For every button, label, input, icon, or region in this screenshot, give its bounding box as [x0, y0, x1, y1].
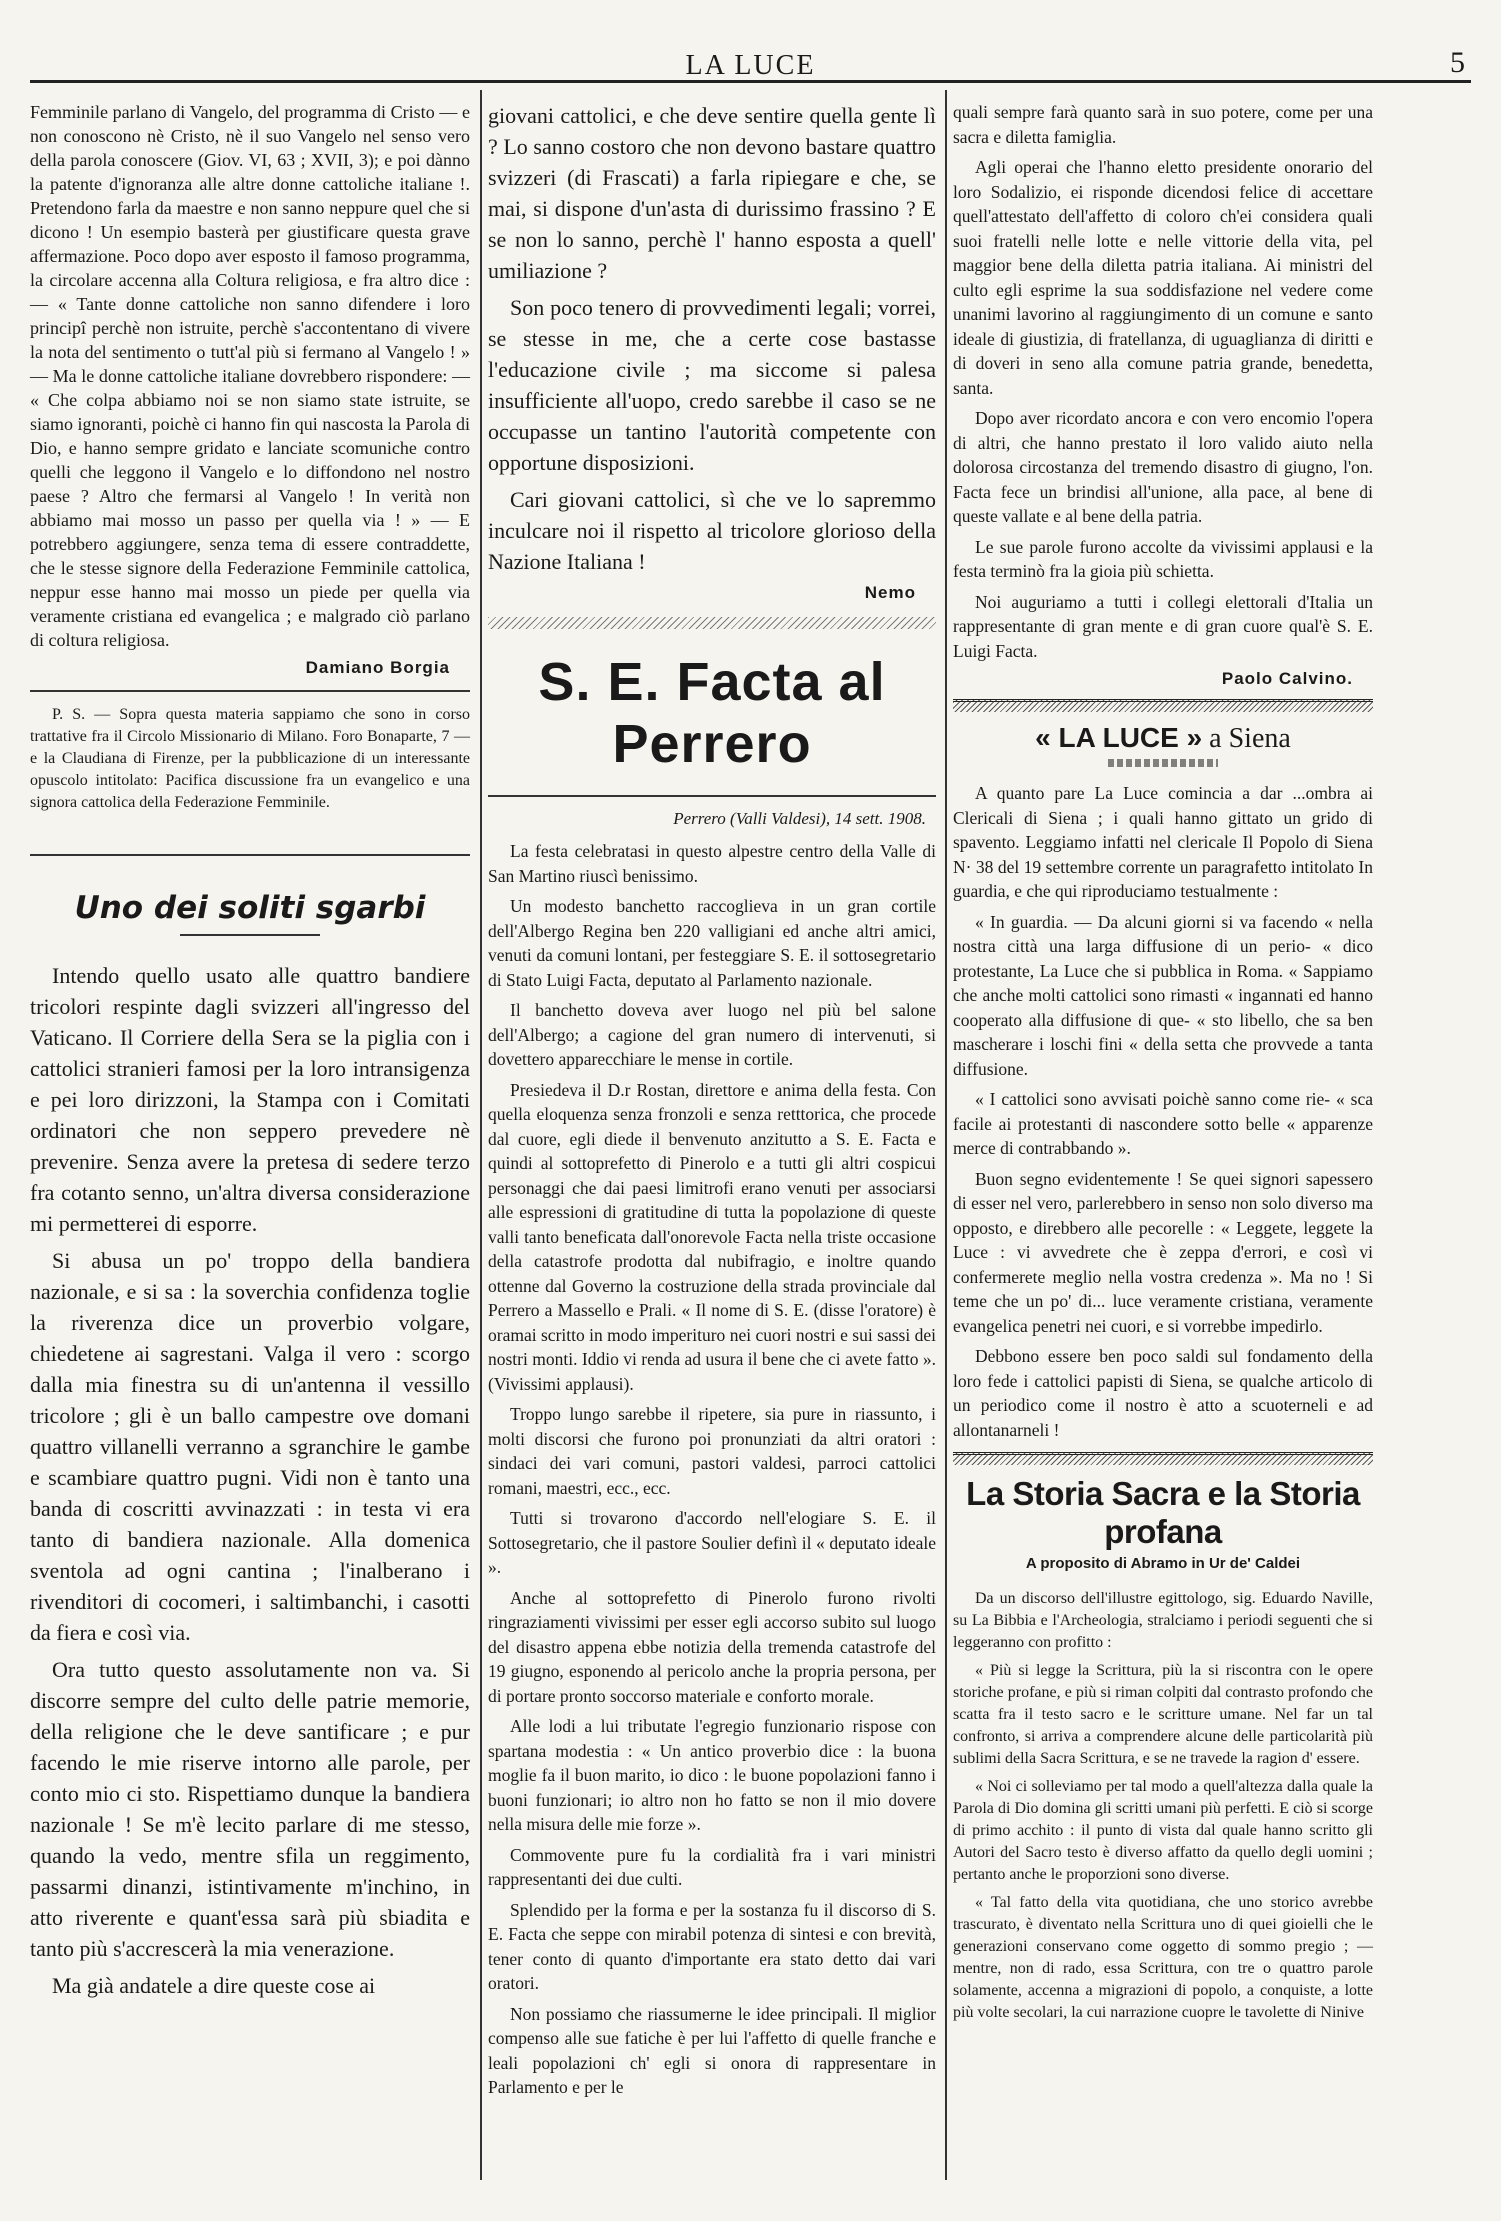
paragraph: « Noi ci solleviamo per tal modo a quell'altezza dalla quale la Parola di Dio domina gli scritti umani più perfetti. E ciò si scorge di primo acchito : il punto di vista dal quale hanno scritto gli Autori del Sacro testo è diverso affatto da quello degli uomini ; pertanto anche le proporzioni sono diverse.	[953, 1778, 1373, 1883]
paragraph: La festa celebratasi in questo alpestre centro della Valle di San Martino riuscì benissimo.	[488, 841, 936, 886]
paragraph: Dopo aver ricordato ancora e con vero encomio l'opera di altri, che hanno prestato il loro valido aiuto nella dolorosa circostanza del tremendo disastro di giugno, l'on. Facta fece un brindisi all'unione, alla pace, al bene di queste vallate e al bene della patria.	[953, 408, 1373, 526]
paragraph: Intendo quello usato alle quattro bandiere tricolori respinte dagli svizzeri all'ingresso del Vaticano. Il Corriere della Sera se la piglia con i cattolici stranieri famosi per la loro intransigenza e pei loro dirizzoni, la Stampa con i Comitati ordinatori che non seppero prevedere nè prevenire. Senza avere la pretesa di sedere terzo fra cotanto senno, un'altra diversa considerazione mi permetterei di esporre.	[30, 963, 470, 1236]
paragraph: Alle lodi a lui tributate l'egregio funzionario rispose con spartana modestia : « Un antico proverbio dice : la buona moglie fa il buon marito, io dico : le buone popolazioni fanno i buoni funzionari; io altro non ho fatto se non il mio dovere nella misura delle mie forze ».	[488, 1716, 936, 1834]
newspaper-title: LA LUCE	[685, 50, 816, 81]
paragraph: Presiedeva il D.r Rostan, direttore e anima della festa. Con quella eloquenza senza fronzoli e senza retttorica, che procede dal cuore, egli diede il benvenuto anzitutto a S. E. Facta e quindi al sottoprefetto di Pinerolo e a tutti gli altri cospicui personaggi che dai paesi limitrofi erano venuti per associarsi alle espressioni di gratitudine di tutta la popolazione di queste valli tanto beneficata dall'onorevole Facta nella triste occasione della catastrofe prodotta dal nubifragio, e inoltre quando ottenne dal Governo la costruzione della strada provinciale dal Perrero a Massello e Prali. « Il nome di S. E. (disse l'oratore) è oramai scritto in modo imperituro nei cuori nostri e sui sassi dei nostri monti. Iddio vi renda ad usura il bene che ci avete fatto ». (Vivissimi applausi).	[488, 1079, 936, 1394]
paragraph: « Tal fatto della vita quotidiana, che uno storico avrebbe trascurato, è diventato nella Scrittura uno di quei gioielli che le generazioni conservano come oggetto di sommo pregio ; — mentre, non di rado, essa Scrittura, con tre o quattro parole solamente, accenna a migrazioni di popolo, a conquiste, a lotte più volte secolari, la cui narrazione cuopre le tavolette di Ninive	[953, 1894, 1373, 2021]
paragraph: Le sue parole furono accolte da vivissimi applausi e la festa terminò fra la gioia più schietta.	[953, 536, 1373, 581]
paragraph: Si abusa un po' troppo della bandiera nazionale, e si sa : la soverchia confidenza toglie la riverenza dice un proverbio volgare, chiedetene ai sagrestani. Valga il vero : scorgo dalla mia finestra su di un'antenna il vessillo tricolore ; gli è un ballo campestre ove domani quattro villanelli verranno a sgranchire le gambe e scambiare quattro pugni. Vidi non è tanto una banda di coscritti avvinazzati : in testa vi era tanto di bandiera nazionale. Alla domenica sventola ad ogni cantina ; l'inalberano i rivenditori di cocomeri, i saltimbanchi, i casotti da fiera e così via.	[30, 1248, 470, 1645]
column-rule-2	[945, 90, 947, 2180]
article-continuation: Femminile parlano di Vangelo, del programma di Cristo — e non conoscono nè Cristo, nè il suo Vangelo nel senso vero della parola conoscere (Giov. VI, 63 ; XVII, 3); e poi dànno la patente d'ignoranza alle altre donne cattoliche italiane !. Pretendono farla da maestre e non sanno neppure quel che si dicono ! Un esempio basterà per giustificare questa grave affermazione. Poco dopo aver esposto il famoso programma, la circolare accenna alla Coltura religiosa, e fra altro dice : — « Tante donne cattoliche non sanno difendere i loro principî perchè non istruite, perchè s'accontentano di vivere la nota del sentimento o tutt'al più si fermano al Vangelo ! » — Ma le donne cattoliche italiane dovrebbero rispondere: — « Che colpa abbiamo noi se non siamo state istruite, se siamo ignoranti, poichè ci hanno fin qui nascosta la Parola di Dio, e hanno sempre gridato e lanciate scomuniche contro quelli che leggono il Vangelo e lo diffondono nel nostro paese ? Altro che fermarsi al Vangelo ! In verità non abbiamo mai mosso un passo per quella via ! » — E potrebbero aggiungere, senza tema di essere contraddette, che le stesse signore della Federazione Femminile cattolica, neppur esse hanno mai mosso un piede per quella via veramente cristiana ed evangelica ; e malgrado ciò parlano di coltura religiosa.	[30, 102, 470, 650]
paragraph: Ma già andatele a dire queste cose ai	[52, 1973, 376, 1998]
column-2	[488, 100, 936, 2106]
ornamental-divider	[953, 699, 1373, 712]
paragraph: Non possiamo che riassumerne le idee principali. Il miglior compenso alle sue fatiche è per lui l'affetto di quelle franche e leali popolazioni ch' egli si onora di rappresentare in Parlamento e per le	[488, 2003, 936, 2097]
paragraph: Commovente pure fu la cordialità fra i vari ministri rappresentanti dei due culti.	[488, 1844, 936, 1889]
column-rule-1	[480, 90, 482, 2180]
signature: Damiano Borgia	[305, 658, 450, 677]
postscript: P. S. — Sopra questa materia sappiamo che sono in corso trattative fra il Circolo Missionario di Milano. Foro Bonaparte, 7 — e la Claudiana di Firenze, per la pubblicazione di un interessante opuscolo intitolato: Pacifica discussione fra un evangelico e una signora cattolica della Federazione Femminile.	[30, 706, 470, 811]
paragraph: Noi auguriamo a tutti i collegi elettorali d'Italia un rappresentante di gran mente e di gran cuore qual'è S. E. Luigi Facta.	[953, 591, 1373, 661]
paragraph: Son poco tenero di provvedimenti legali; vorrei, se stesse in me, che a certe cose bastasse l'educazione civile ; ma siccome si palesa insufficiente all'uopo, credo sarebbe il caso se ne occupasse un tantino l'autorità competente con opportune disposizioni.	[488, 295, 936, 475]
quoted-paragraph: « I cattolici sono avvisati poichè sanno come rie- « sca facile ai protestanti di nascondere sotto belle « apparenze merce di contrabbando ».	[953, 1089, 1373, 1158]
dateline: Perrero (Valli Valdesi), 14 sett. 1908.	[673, 809, 926, 828]
ornamental-divider	[488, 617, 936, 629]
divider	[488, 795, 936, 797]
paragraph: giovani cattolici, e che deve sentire quella gente lì ? Lo sanno costoro che non devono bastare quattro svizzeri (di Frascati) a farla ripiegare e che, se mai, si dispone d'un'asta di durissimo frassino ? E se non lo sanno, perchè l' hanno esposta a quell' umiliazione ?	[488, 103, 936, 283]
title-rule	[180, 934, 320, 936]
paragraph: quali sempre farà quanto sarà in suo potere, come per una sacra e diletta famiglia.	[953, 102, 1373, 147]
ornamental-divider	[953, 1452, 1373, 1465]
article-title-rest: a Siena	[1209, 723, 1291, 754]
paragraph: A quanto pare La Luce comincia a dar ...ombra ai Clericali di Siena ; i quali hanno gittato un grido di spavento. Leggiamo infatti nel clericale Il Popolo di Siena N· 38 del 19 settembre corrente un paragrafetto intitolato In guardia, e che qui riproduciamo testualmente :	[953, 783, 1373, 901]
article-title	[953, 722, 1373, 755]
article-subtitle: A proposito di Abramo in Ur de' Caldei	[1025, 1555, 1301, 1572]
signature: Paolo Calvino.	[1221, 669, 1353, 688]
title-ornament	[1108, 759, 1218, 767]
paragraph: Splendido per la forma e per la sostanza fu il discorso di S. E. Facta che seppe con mirabil potenza di sintesi e con brevità, tener conto di quanto d'importante era stato detto dai vari oratori.	[488, 1899, 936, 1993]
divider	[30, 854, 470, 856]
signature: Nemo	[864, 583, 916, 602]
quoted-paragraph: « In guardia. — Da alcuni giorni si va facendo « nella nostra città una larga diffusione di un perio- « dico protestante, La Luce che si pubblica in Roma. « Sappiamo che anche molti cattolici sono rimasti « ingannati ed hanno cooperato alla diffusione di que- « sto libello, che sa ben mascherare i loschi fini « della setta che provvede a tanta diffusione.	[953, 911, 1373, 1079]
paragraph: Buon segno evidentemente ! Se quei signori sapessero di esser nel vero, parlerebbero in senso non solo diverso ma opposto, e direbbero alle pecorelle : « Leggete, leggete la Luce : vi avvedrete che è zeppa d'errori, e così vi confermerete meglio nella vostra credenza ». Ma no ! Si teme che un po' di... luce veramente cristiana, veramente evangelica penetri nei cuori, e si vorrebbe impedirlo.	[953, 1168, 1373, 1336]
column-1	[30, 100, 470, 2007]
paragraph: Tutti si trovarono d'accordo nell'elogiare S. E. il Sottosegretario, che il pastore Soulier definì il « deputato ideale ».	[488, 1508, 936, 1577]
page-number: 5	[1450, 46, 1465, 79]
page-header	[30, 40, 1471, 83]
paragraph: Troppo lungo sarebbe il ripetere, sia pure in riassunto, i molti discorsi che furono poi pronunziati da altri oratori : sindaci dei vari comuni, pastori valdesi, parroci cattolici romani, maestri, ecc., ecc.	[488, 1404, 936, 1498]
paragraph: Anche al sottoprefetto di Pinerolo furono rivolti ringraziamenti vivissimi per esser egli accorso subito sul luogo del disastro appena ebbe notizia della tremenda catastrofe del 19 giugno, esponendo al pericolo anche la propria persona, per di portare pronto soccorso materiale e conforto morale.	[488, 1587, 936, 1706]
divider	[30, 690, 470, 692]
article-title: S. E. Facta al Perrero	[538, 652, 886, 774]
paragraph: Il banchetto doveva aver luogo nel più bel salone dell'Albergo; a cagione del gran numero di intervenuti, si dovettero apparecchiare le mense in cortile.	[488, 1000, 936, 1069]
column-3	[953, 100, 1373, 2030]
article-title: La Storia Sacra e la Storia profana	[966, 1475, 1360, 1550]
paragraph: Debbono essere ben poco saldi sul fondamento della loro fede i cattolici papisti di Siena, se qualche articolo di un periodico come il nostro è atto a scuoterneli e ad allontanarneli !	[953, 1346, 1373, 1440]
article-title-bold: « LA LUCE »	[1035, 722, 1203, 753]
paragraph: Un modesto banchetto raccoglieva in un gran cortile dell'Albergo Regina ben 220 valligiani ed anche altri amici, venuti da comuni lontani, per festeggiare S. E. il sottosegretario di Stato Luigi Facta, deputato al Parlamento nazionale.	[488, 896, 936, 990]
paragraph: « Più si legge la Scrittura, più la si riscontra con le opere storiche profane, e più si riman colpiti dal contrasto profondo che scatta fra il testo sacro e le scritture umane. Nel far un tal confronto, si arriva a comprendere alcune delle particolarità più sublimi della Sacra Scrittura, e se ne travede la ragion d' essere.	[953, 1662, 1373, 1767]
paragraph: Da un discorso dell'illustre egittologo, sig. Eduardo Naville, su La Bibbia e l'Archeologia, stralciamo i periodi seguenti che si leggeranno con profitto :	[953, 1590, 1373, 1651]
article-title: Uno dei soliti sgarbi	[74, 890, 426, 926]
paragraph: Cari giovani cattolici, sì che ve lo sapremmo inculcare noi il rispetto al tricolore glorioso della Nazione Italiana !	[488, 487, 936, 574]
paragraph: Agli operai che l'hanno eletto presidente onorario del loro Sodalizio, ei risponde dicendosi felice di accettare quell'attestato dell'affetto di coloro ch'ei considera quali suoi fratelli nelle lotte e nelle vittorie della vita, pel maggior bene della diletta patria italiana. Ai ministri del culto egli esprime la sua soddisfazione nel vedere come unanimi lavorino al raggiungimento di un comune e santo ideale di giustizia, di fratellanza, di uguaglianza di diritti e di doveri in seno alla comune patria grande, benedetta, santa.	[953, 157, 1373, 398]
paragraph: Ora tutto questo assolutamente non va. Si discorre sempre del culto delle patrie memorie, della religione che le deve santificare ; e pur facendo le mie riserve intorno alle parole, per conto mio ci sto. Rispettiamo dunque la bandiera nazionale ! Se m'è lecito parlare di me stesso, quando la vedo, mentre sfila un reggimento, passarmi dinanzi, istintivamente m'inchino, in atto riverente e quant'essa sarà più sbiadita e tanto più s'accrescerà la mia venerazione.	[30, 1657, 470, 1961]
